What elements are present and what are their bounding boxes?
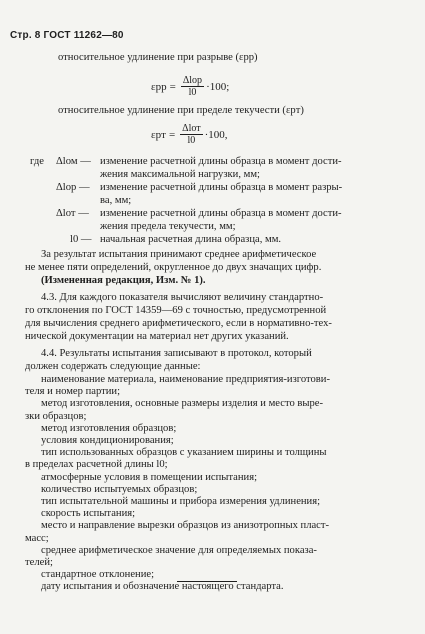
paragraph-line: должен содержать следующие данные: <box>25 361 201 372</box>
paragraph-line: в пределах расчетной длины l0; <box>25 459 168 471</box>
formula1: εpp = $\frac{\text{Δlop}}{l0}$ ·100; <box>151 75 230 98</box>
paragraph-line: для вычисления среднего арифметического, если в нормативно-тех- <box>25 318 332 329</box>
paragraph-line: За результат испытания принимают среднее арифметическое <box>41 249 317 260</box>
formula2-fraction <box>180 123 202 146</box>
formula1-denominator: l0 <box>188 87 197 98</box>
defs-where: где <box>30 156 44 167</box>
def-text: жения предела текучести, мм; <box>100 221 236 232</box>
paragraph-line: место и направление вырезки образцов из анизотропных пласт- <box>41 520 330 532</box>
formula2-intro: относительное удлинение при пределе текучести (εpт) <box>58 105 304 116</box>
paragraph-line: нической документации на материал нет других указаний. <box>25 331 289 342</box>
paragraph-line: 4.3. Для каждого показателя вычисляют величину стандартно- <box>41 292 324 303</box>
paragraph-line: тип использованных образцов с указанием ширины и толщины <box>41 447 327 459</box>
formula2-rhs: ·100, <box>204 128 228 141</box>
paragraph-line: 4.4. Результаты испытания записывают в протокол, который <box>41 348 312 359</box>
def-text: изменение расчетной длины образца в момент дости- <box>100 208 342 219</box>
def-text: начальная расчетная длина образца, мм. <box>100 234 282 245</box>
paragraph-line: зки образцов; <box>25 410 87 422</box>
def-text: жения максимальной нагрузки, мм; <box>100 169 260 180</box>
def-symbol: Δlор — <box>56 182 90 193</box>
paragraph-line: метод изготовления образцов; <box>41 422 177 434</box>
paragraph-line: количество испытуемых образцов; <box>41 483 198 495</box>
paragraph-line: наименование материала, наименование предприятия-изготови- <box>41 374 330 385</box>
paragraph-line: метод изготовления, основные размеры изделия и место выре- <box>41 398 324 410</box>
formula1-intro: относительное удлинение при разрыве (εpp) <box>58 52 258 63</box>
formula2-lhs: εpт <box>151 128 166 141</box>
paragraph-line: дату испытания и обозначение настоящего стандарта. <box>41 581 284 593</box>
paragraph-line: телей; <box>25 557 53 568</box>
def-text: ва, мм; <box>100 195 132 206</box>
paragraph-line: атмосферные условия в помещении испытания; <box>41 471 258 483</box>
def-symbol: l0 — <box>70 234 92 245</box>
formula2-denominator: l0 <box>187 135 196 146</box>
def-text: изменение расчетной длины образца в момент разры- <box>100 182 343 193</box>
page-header: Стр. 8 ГОСТ 11262—80 <box>10 30 124 41</box>
paragraph-line: не менее пяти определений, округленное до двух значащих цифр. <box>25 262 322 273</box>
formula1-fraction <box>181 75 204 98</box>
paragraph-line: масс; <box>25 532 49 544</box>
formula1-rhs: ·100; <box>206 80 230 93</box>
paragraph-line: (Измененная редакция, Изм. № 1). <box>41 275 206 286</box>
paragraph-line: теля и номер партии; <box>25 386 121 398</box>
def-symbol: Δlот — <box>56 208 89 219</box>
paragraph-line: тип испытательной машины и прибора измерения удлинения; <box>41 496 321 507</box>
paragraph-line: стандартное отклонение; <box>41 569 155 581</box>
paragraph-line: го отклонения по ГОСТ 14359—69 с точностью, предусмотренной <box>25 305 327 316</box>
formula2: εpт = $\frac{\text{Δlот}}{l0}$ ·100, <box>151 123 228 146</box>
formula1-numerator: Δlop <box>182 75 203 86</box>
paragraph-line: условия кондиционирования; <box>41 435 174 446</box>
paragraph-line: среднее арифметическое значение для определяемых показа- <box>41 544 317 556</box>
formula2-numerator: Δlот <box>182 123 201 134</box>
def-symbol: Δlом — <box>56 156 91 167</box>
paragraph-line: скорость испытания; <box>41 508 136 520</box>
def-text: изменение расчетной длины образца в момент дости- <box>100 156 342 167</box>
formula1-lhs: εpp <box>151 80 167 93</box>
